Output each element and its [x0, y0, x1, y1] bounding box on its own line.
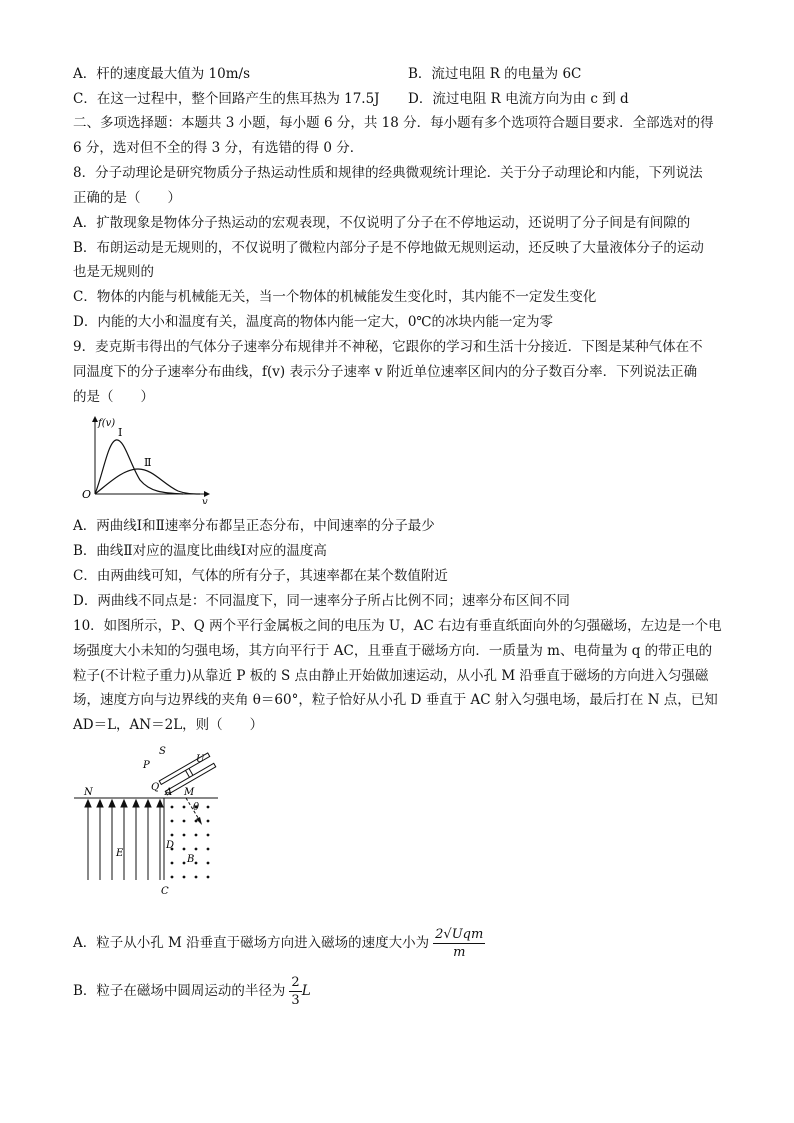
q8-option-a: A．扩散现象是物体分子热运动的宏观表现，不仅说明了分子在不停地运动，还说明了分子间是有间隙的 [73, 215, 691, 231]
q10-stem: 10．如图所示，P、Q 两个平行金属板之间的电压为 U，AC 右边有垂直纸面向外的匀强磁场，左边是一个电 [73, 618, 722, 634]
q10-stem-2: 场强度大小未知的匀强电场，其方向平行于 AC，且垂直于磁场方向．一质量为 m、电荷量为 q 的带正电的 [73, 643, 713, 659]
label-p: P [143, 760, 150, 771]
magnetic-field-dots [171, 806, 210, 879]
q9-stem-end: 的是（ ） [73, 389, 154, 405]
label-q: Q [151, 782, 160, 793]
label-u: U [196, 754, 205, 765]
label-e: E [116, 848, 124, 859]
speed-numerator: 2√Uqm [435, 927, 484, 942]
x-axis-label: v [202, 497, 208, 504]
q9-option-c: C．由两曲线可知，气体的所有分子，其速率都在某个数值附近 [73, 568, 448, 584]
label-n: N [84, 787, 93, 798]
speed-fraction [433, 926, 485, 961]
label-theta: θ [193, 802, 200, 813]
origin-label: O [82, 488, 92, 501]
label-d: D [166, 840, 175, 851]
q8-option-c: C．物体的内能与机械能无关，当一个物体的机械能发生变化时，其内能不一定发生变化 [73, 289, 597, 305]
q9-option-d: D．两曲线不同点是：不同温度下，同一速率分子所占比例不同；速率分布区间不同 [73, 593, 570, 609]
label-a: A [165, 787, 173, 798]
q8-option-b-cont: 也是无规则的 [73, 264, 154, 280]
q10-option-b-text: B．粒子在磁场中圆周运动的半径为 [73, 983, 286, 999]
q7-option-c: C．在这一过程中，整个回路产生的焦耳热为 17.5J [73, 91, 380, 107]
q8-stem: 8．分子动理论是研究物质分子热运动性质和规律的经典微观统计理论．关于分子动理论和内能，下列说法 [73, 165, 703, 181]
speed-denominator: m [453, 945, 466, 960]
label-s: S [159, 746, 166, 757]
radius-unit: L [301, 983, 311, 999]
speed-distribution-figure [78, 414, 218, 504]
q9-stem: 9．麦克斯韦得出的气体分子速率分布规律并不神秘，它跟你的学习和生活十分接近．下图是某种气体在不 [73, 339, 703, 355]
q9-option-a: A．两曲线Ⅰ和Ⅱ速率分布都呈正态分布，中间速率的分子最少 [73, 518, 435, 534]
q8-option-d: D．内能的大小和温度有关，温度高的物体内能一定大，0℃的冰块内能一定为零 [73, 314, 554, 330]
q10-stem-3: 粒子(不计粒子重力)从靠近 P 板的 S 点由静止开始做加速运动，从小孔 M 沿垂直于磁场的方向进入匀强磁 [73, 668, 709, 684]
radius-denominator: 3 [291, 993, 300, 1008]
section-heading-cont: 6 分，选对但不全的得 3 分，有选错的得 0 分． [73, 140, 364, 156]
q7-option-d: D．流过电阻 R 电流方向为由 c 到 d [408, 91, 629, 107]
radius-fraction [289, 974, 301, 1009]
label-m: M [184, 787, 195, 798]
q9-option-b: B．曲线Ⅱ对应的温度比曲线Ⅰ对应的温度高 [73, 543, 327, 559]
curve-two [95, 469, 200, 494]
curve-one-label: Ⅰ [118, 426, 123, 439]
field-diagram [72, 745, 232, 900]
q10-stem-5: AD＝L，AN＝2L，则（ ） [73, 717, 264, 733]
radius-numerator: 2 [291, 975, 300, 990]
curve-two-label: Ⅱ [144, 456, 152, 469]
q10-option-a-text: A．粒子从小孔 M 沿垂直于磁场方向进入磁场的速度大小为 [73, 935, 430, 951]
section-heading: 二、多项选择题：本题共 3 小题，每小题 6 分，共 18 分．每小题有多个选项符合题目要求．全部选对的得 [73, 115, 714, 131]
label-b: B [187, 854, 195, 865]
electric-field-lines [85, 800, 163, 880]
q10-stem-4: 场，速度方向与边界线的夹角 θ＝60°，粒子恰好从小孔 D 垂直于 AC 射入匀强电场，最后打在 N 点，已知 [73, 692, 718, 708]
q10-option-a [73, 926, 485, 961]
q8-option-b: B．布朗运动是无规则的，不仅说明了微粒内部分子是不停地做无规则运动，还反映了大量液体分子的运动 [73, 240, 704, 256]
q7-option-a: A．杆的速度最大值为 10m/s [73, 66, 250, 82]
label-c: C [161, 886, 169, 897]
q10-option-b [73, 974, 311, 1009]
q9-stem-cont: 同温度下的分子速率分布曲线，f(v) 表示分子速率 v 附近单位速率区间内的分子数百分率．下列说法正确 [73, 364, 698, 380]
y-axis-label: f(v) [98, 418, 116, 429]
q8-stem-cont: 正确的是（ ） [73, 190, 181, 206]
q7-option-b: B．流过电阻 R 的电量为 6C [408, 66, 582, 82]
